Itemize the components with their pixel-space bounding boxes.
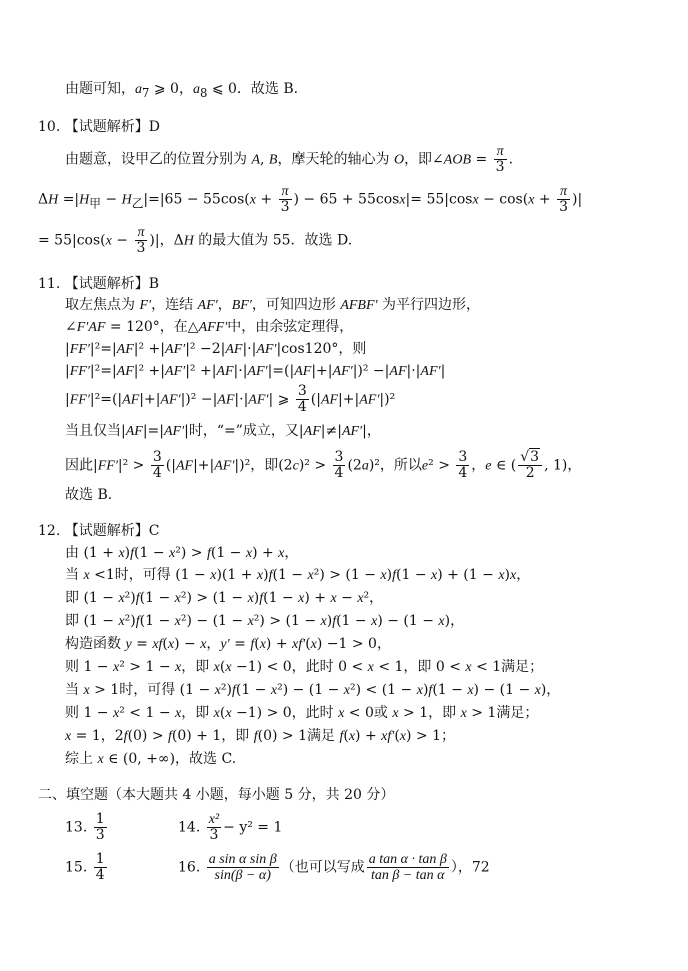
q11-header: 11. 【试题解析】B [38, 276, 160, 292]
q12-line: 由 (1 + x)f(1 − x²) > f(1 − x) + x， [65, 545, 299, 561]
q11-line5: |FF′|²=(|AF|+|AF′|)² −|AF|·|AF′| ⩾ $\frac{3}{4}$ (|AF|+|AF′|)² [65, 383, 396, 415]
q11-line1: 取左焦点为 F′，连结 AF′，BF′，可知四边形 AFBF′ 为平行四边形， [65, 297, 481, 313]
q11-line7: 因此|FF′|² > $\frac{3}{4}$ (|AF|+|AF′|)²，即(2c)² > $\frac{3}{4}$ (2a)²，所以e² > $\frac{3}{4}$ ，e ∈ ( $\frac{√3}{2}$ , 1)， [65, 449, 582, 481]
q11-line8: 故选 B. [65, 487, 113, 503]
answer-15: 15. $\frac{1}{4}$ [65, 851, 105, 883]
q12-line: 则 1 − x² < 1 − x，即 x(x −1) > 0，此时 x < 0或 x > 1，即 x > 1满足； [65, 705, 539, 721]
q12-line: 当 x > 1时，可得 (1 − x²)f(1 − x²) − (1 − x²) < (1 − x)f(1 − x) − (1 − x)， [65, 682, 561, 698]
q12-line: x = 1，2f(0) > f(0) + 1，即 f(0) > 1满足 f(x) + xf′(x) > 1； [65, 728, 455, 744]
q12-line: 即 (1 − x²)f(1 − x²) − (1 − x²) > (1 − x)f(1 − x) − (1 − x)， [65, 613, 465, 629]
q11-line6: 当且仅当|AF|=|AF′|时，“=”成立，又|AF|≠|AF′|， [65, 423, 381, 439]
q11-line2: ∠F′AF = 120°，在△AFF′中，由余弦定理得， [65, 319, 354, 335]
answer-14: 14. $\frac{\text{x²}}{3}$ − y² = 1 [178, 812, 283, 843]
q10-header: 10. 【试题解析】D [38, 119, 160, 135]
section2-header: 二、填空题（本大题共 4 小题，每小题 5 分，共 20 分） [38, 787, 395, 803]
q12-line: 则 1 − x² > 1 − x，即 x(x −1) < 0，此时 0 < x < 1，即 0 < x < 1满足； [65, 659, 544, 675]
q12-header: 12. 【试题解析】C [38, 523, 160, 539]
q10-line3: = 55|cos(x − $\frac{\pi}{3}$ )|，ΔH 的最大值为 55．故选 D. [38, 225, 353, 256]
answer-16: 16. $\frac{\text{a sin α sin β}}{\sin(\beta - \alpha)}$ （也可以写成 $\frac{\text{a tan α · tan β}}{\text{tan β − tan α}}$ ），72 [178, 852, 490, 883]
intro-line: 由题可知，$a_7$ ⩾ 0，$a_8$ ⩽ 0．故选 B. [65, 81, 299, 100]
q12-line: 即 (1 − x²)f(1 − x²) > (1 − x)f(1 − x) + x − x²， [65, 590, 384, 606]
q10-line1: 由题意，设甲乙的位置分别为 A, B，摩天轮的轴心为 O，即∠AOB = $\frac{\pi}{3}$ . [65, 144, 514, 175]
q12-line: 构造函数 y = xf(x) − x，y′ = f(x) + xf′(x) −1 > 0， [65, 636, 391, 652]
q12-line: 综上 x ∈ (0, +∞)，故选 C. [65, 751, 237, 767]
q11-line3: |FF′|²=|AF|² +|AF′|² −2|AF|·|AF′|cos120°，则 [65, 341, 367, 357]
answer-13: 13. $\frac{1}{3}$ [65, 811, 105, 843]
q11-line4: |FF′|²=|AF|² +|AF′|² +|AF|·|AF′|=(|AF|+|AF′|)² −|AF|·|AF′| [65, 363, 446, 379]
q10-line2: $\Delta H =|H_甲 - H_乙|=|65 - 55\cos(x$ + $\frac{\pi}{3}$ ) − 65 + 55cosx|= 55|cosx − cos(x + $\frac{\pi}{3}$ )| [38, 184, 583, 215]
q12-line: 当 x <1时，可得 (1 − x)(1 + x)f(1 − x²) > (1 − x)f(1 − x) + (1 − x)x， [65, 567, 531, 583]
